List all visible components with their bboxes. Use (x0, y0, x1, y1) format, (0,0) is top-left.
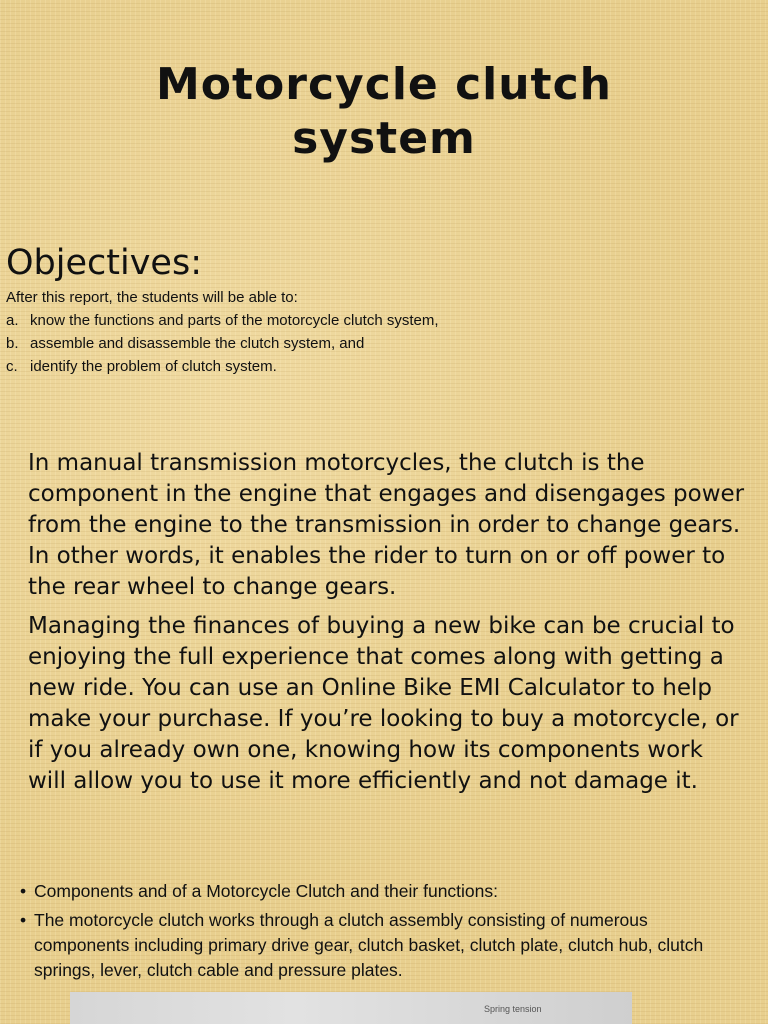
objective-letter: b. (6, 335, 19, 352)
objective-item (6, 332, 746, 355)
slide-title (0, 58, 768, 166)
bullet-text: The motorcycle clutch works through a clutch assembly consisting of numerous components including primary drive gear, clutch basket, clutch plate, clutch hub, clutch springs, lever, clutch cable and pressure plates. (34, 910, 704, 980)
bullet-list (20, 879, 740, 987)
objective-item (6, 309, 746, 332)
bullet-text: Components and of a Motorcycle Clutch and their functions: (34, 881, 498, 901)
title-line-1: Motorcycle clutch (156, 59, 612, 110)
bullet-dot-icon: • (20, 910, 27, 930)
objectives-section (6, 240, 746, 378)
objective-text: assemble and disassemble the clutch system, and (30, 335, 365, 352)
objective-letter: a. (6, 312, 19, 329)
objective-letter: c. (6, 358, 18, 375)
objective-text: identify the problem of clutch system. (30, 358, 277, 375)
diagram-label: Spring tension (484, 1004, 542, 1014)
clutch-diagram-image (70, 992, 632, 1024)
objectives-intro: After this report, the students will be able to: (6, 289, 298, 306)
title-line-2: system (292, 113, 476, 164)
objectives-heading: Objectives: (6, 243, 202, 283)
objective-text: know the functions and parts of the motorcycle clutch system, (30, 312, 439, 329)
body-paragraphs (28, 448, 748, 805)
paragraph-clutch-definition: In manual transmission motorcycles, the clutch is the component in the engine that engages and disengages power from the engine to the transmission in order to change gears. In other words, it enables the rider to turn on or off power to the rear wheel to change gears. (28, 450, 745, 600)
bullet-item (20, 879, 740, 904)
paragraph-finances: Managing the finances of buying a new bike can be crucial to enjoying the full experience that comes along with getting a new ride. You can use an Online Bike EMI Calculator to help make your purchase. If you’re looking to buy a motorcycle, or if you already own one, knowing how its components work will allow you to use it more efficiently and not damage it. (28, 613, 739, 794)
bullet-item (20, 908, 740, 983)
bullet-dot-icon: • (20, 881, 27, 901)
objective-item (6, 355, 746, 378)
